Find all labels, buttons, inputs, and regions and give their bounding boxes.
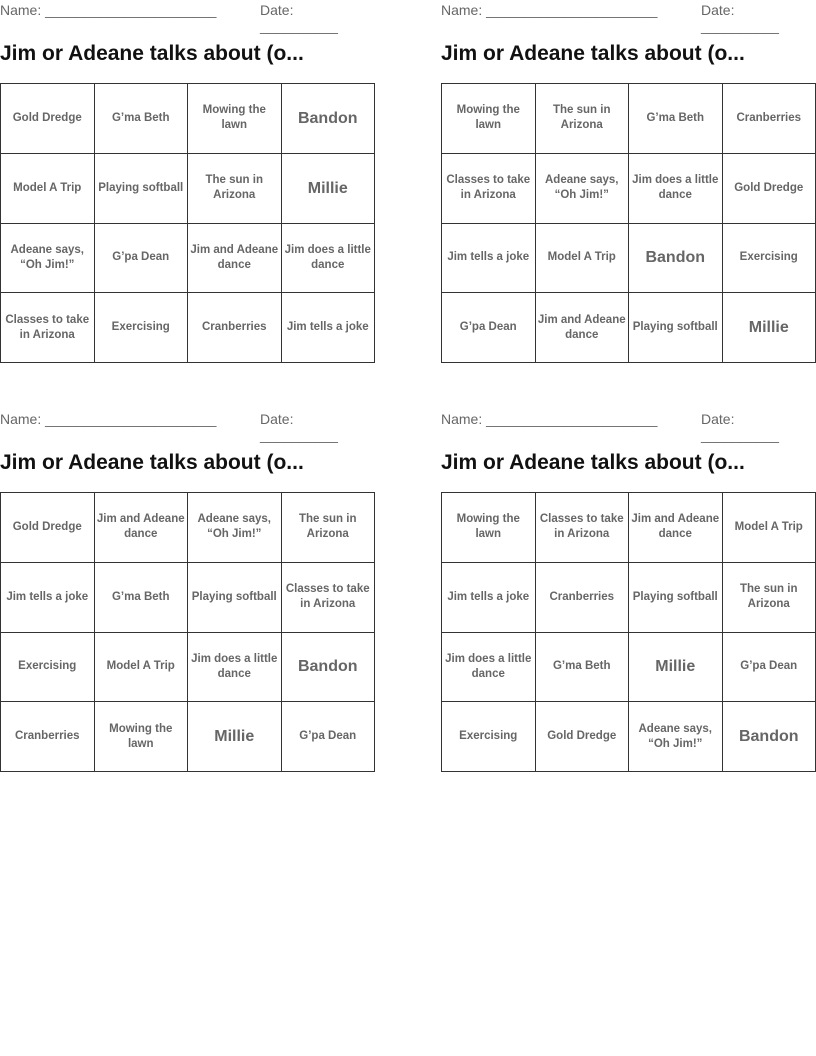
card-title: Jim or Adeane talks about (o... [441,451,745,474]
bingo-cell: Millie [281,153,375,223]
bingo-cell: Model A Trip [94,632,188,702]
bingo-cell: The sun in Arizona [281,493,375,563]
bingo-grid [0,492,375,772]
bingo-cell: Exercising [722,223,816,293]
bingo-cell: Playing softball [629,293,723,363]
bingo-card-4 [441,409,816,750]
bingo-cell: Jim tells a joke [281,293,375,363]
grid-row [442,702,816,772]
bingo-cell: Cranberries [188,293,282,363]
card-title: Jim or Adeane talks about (o... [0,451,304,474]
bingo-cell: The sun in Arizona [535,84,629,154]
bingo-cell: The sun in Arizona [188,153,282,223]
card-title: Jim or Adeane talks about (o... [441,42,745,65]
bingo-grid [441,83,816,363]
bingo-cell: Exercising [94,293,188,363]
grid-row [442,562,816,632]
bingo-cell: Adeane says, “Oh Jim!” [629,702,723,772]
grid-row [1,702,375,772]
bingo-cell: Classes to take in Arizona [442,153,536,223]
bingo-grid [0,83,375,363]
grid-row [442,223,816,293]
date-label: Date: __________ [260,411,338,443]
bingo-cell: Bandon [281,632,375,702]
bingo-cell: Jim does a little dance [188,632,282,702]
grid-row [442,493,816,563]
bingo-cell: Mowing the lawn [94,702,188,772]
name-date-line [0,2,375,34]
grid-row [442,153,816,223]
bingo-cell: Bandon [281,84,375,154]
grid-row [1,293,375,363]
bingo-cell: G’pa Dean [281,702,375,772]
bingo-cell: Mowing the lawn [188,84,282,154]
bingo-cell: Model A Trip [535,223,629,293]
grid-row [1,223,375,293]
bingo-grid [441,492,816,772]
bingo-cell: Playing softball [629,562,723,632]
bingo-cell: Playing softball [188,562,282,632]
bingo-cell: Classes to take in Arizona [281,562,375,632]
bingo-cell: The sun in Arizona [722,562,816,632]
name-label: Name: ______________________ [0,2,217,18]
bingo-cell: Jim and Adeane dance [188,223,282,293]
name-label: Name: ______________________ [441,2,658,18]
bingo-cell: Exercising [1,632,95,702]
bingo-cell: Gold Dredge [1,493,95,563]
bingo-cell: Gold Dredge [1,84,95,154]
bingo-cell: G’ma Beth [535,632,629,702]
bingo-cell: Mowing the lawn [442,493,536,563]
name-date-line [441,411,816,443]
bingo-cell: Millie [722,293,816,363]
bingo-cell: Adeane says, “Oh Jim!” [1,223,95,293]
bingo-cell: Jim and Adeane dance [535,293,629,363]
bingo-cell: Adeane says, “Oh Jim!” [188,493,282,563]
bingo-cell: G’pa Dean [722,632,816,702]
bingo-cell: Model A Trip [1,153,95,223]
bingo-cell: Adeane says, “Oh Jim!” [535,153,629,223]
name-date-line [441,2,816,34]
bingo-cell: G’pa Dean [442,293,536,363]
bingo-cell: Classes to take in Arizona [535,493,629,563]
card-title: Jim or Adeane talks about (o... [0,42,304,65]
bingo-card-3 [0,409,375,750]
bingo-cell: Cranberries [535,562,629,632]
date-label: Date: __________ [701,411,779,443]
bingo-cell: Jim does a little dance [281,223,375,293]
bingo-cell: Cranberries [1,702,95,772]
grid-row [1,562,375,632]
bingo-cell: Gold Dredge [722,153,816,223]
bingo-cell: Jim does a little dance [442,632,536,702]
bingo-cell: G’ma Beth [94,562,188,632]
bingo-cell: Millie [188,702,282,772]
bingo-cell: Jim tells a joke [442,223,536,293]
bingo-cell: G’ma Beth [94,84,188,154]
name-label: Name: ______________________ [441,411,658,427]
bingo-cell: Classes to take in Arizona [1,293,95,363]
grid-row [1,632,375,702]
bingo-cell: Millie [629,632,723,702]
bingo-cell: Playing softball [94,153,188,223]
name-date-line [0,411,375,443]
bingo-cell: Model A Trip [722,493,816,563]
bingo-cell: G’pa Dean [94,223,188,293]
bingo-cell: Jim tells a joke [442,562,536,632]
bingo-cell: Bandon [722,702,816,772]
bingo-cell: Jim and Adeane dance [94,493,188,563]
grid-row [442,84,816,154]
name-label: Name: ______________________ [0,411,217,427]
bingo-cell: Bandon [629,223,723,293]
grid-row [1,493,375,563]
bingo-cell: Jim and Adeane dance [629,493,723,563]
bingo-cell: Jim tells a joke [1,562,95,632]
bingo-cell: G’ma Beth [629,84,723,154]
bingo-card-2 [441,0,816,341]
date-label: Date: __________ [260,2,338,34]
grid-row [1,84,375,154]
bingo-cell: Gold Dredge [535,702,629,772]
grid-row [442,293,816,363]
bingo-cell: Exercising [442,702,536,772]
bingo-card-1 [0,0,375,341]
bingo-cell: Mowing the lawn [442,84,536,154]
date-label: Date: __________ [701,2,779,34]
bingo-cell: Cranberries [722,84,816,154]
bingo-cell: Jim does a little dance [629,153,723,223]
grid-row [1,153,375,223]
grid-row [442,632,816,702]
